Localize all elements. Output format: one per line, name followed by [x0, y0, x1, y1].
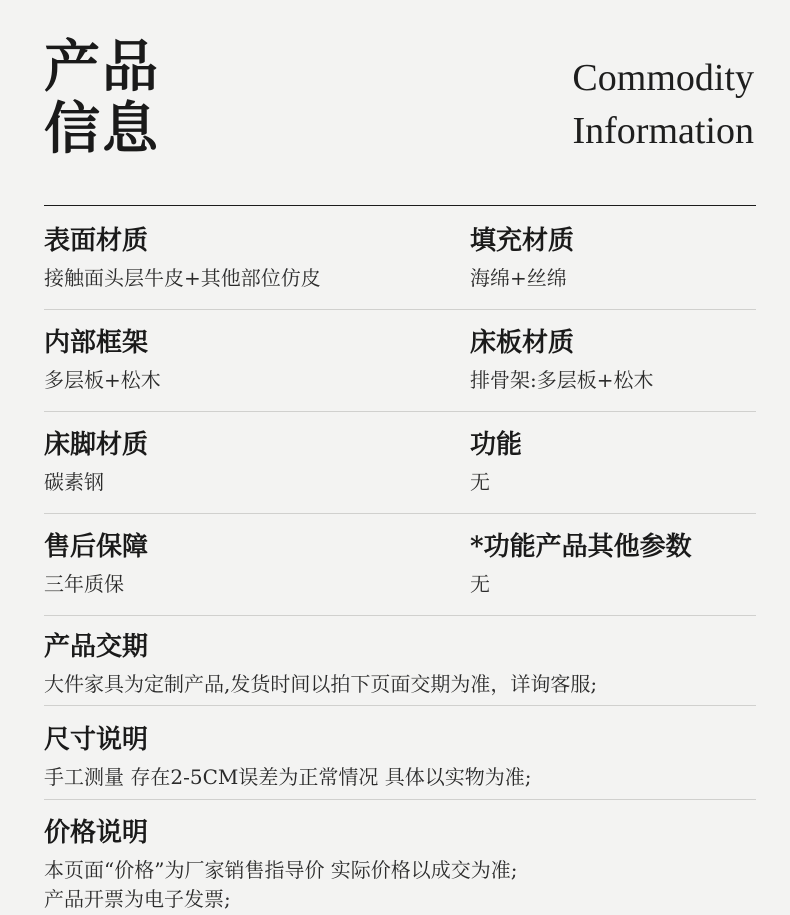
spec-value: 接触面头层牛皮+其他部位仿皮: [44, 266, 321, 290]
header-divider: [44, 205, 756, 206]
note-text: 本页面“价格”为厂家销售指导价 实际价格以成交为准;: [44, 858, 518, 882]
note-label: 尺寸说明: [44, 725, 149, 755]
note-price: [44, 800, 756, 915]
spec-label: *功能产品其他参数: [470, 532, 692, 562]
title-chinese-line1: 产品: [44, 34, 160, 100]
spec-value: 排骨架:多层板+松木: [470, 368, 654, 392]
spec-label: 表面材质: [44, 226, 149, 256]
title-english-line1: Commodity: [572, 57, 754, 99]
spec-label: 功能: [470, 430, 523, 460]
spec-value: 无: [470, 572, 490, 596]
spec-row: [44, 411, 756, 514]
title-chinese: [44, 36, 160, 160]
note-label: 价格说明: [44, 818, 149, 848]
spec-label: 床板材质: [470, 328, 575, 358]
spec-value: 碳素钢: [44, 470, 104, 494]
title-english: [572, 52, 754, 158]
title-chinese-line2: 信息: [44, 96, 160, 162]
page-header: [0, 0, 790, 206]
note-text: 产品开票为电子发票;: [44, 887, 231, 911]
spec-value: 无: [470, 470, 490, 494]
spec-value: 三年质保: [44, 572, 124, 596]
note-text: 手工测量 存在2-5CM误差为正常情况 具体以实物为准;: [44, 765, 532, 789]
note-label: 产品交期: [44, 632, 149, 662]
spec-row: [44, 309, 756, 412]
spec-label: 售后保障: [44, 532, 149, 562]
spec-value: 多层板+松木: [44, 368, 161, 392]
spec-row: [44, 513, 756, 616]
spec-value: 海绵+丝绵: [470, 266, 567, 290]
note-text: 大件家具为定制产品,发货时间以拍下页面交期为准，详询客服;: [44, 672, 598, 696]
spec-label: 填充材质: [470, 226, 575, 256]
note-size: [44, 706, 756, 800]
note-delivery-time: [44, 615, 756, 706]
spec-label: 内部框架: [44, 328, 149, 358]
spec-row: [44, 207, 756, 310]
title-english-line2: Information: [572, 110, 754, 152]
spec-label: 床脚材质: [44, 430, 149, 460]
